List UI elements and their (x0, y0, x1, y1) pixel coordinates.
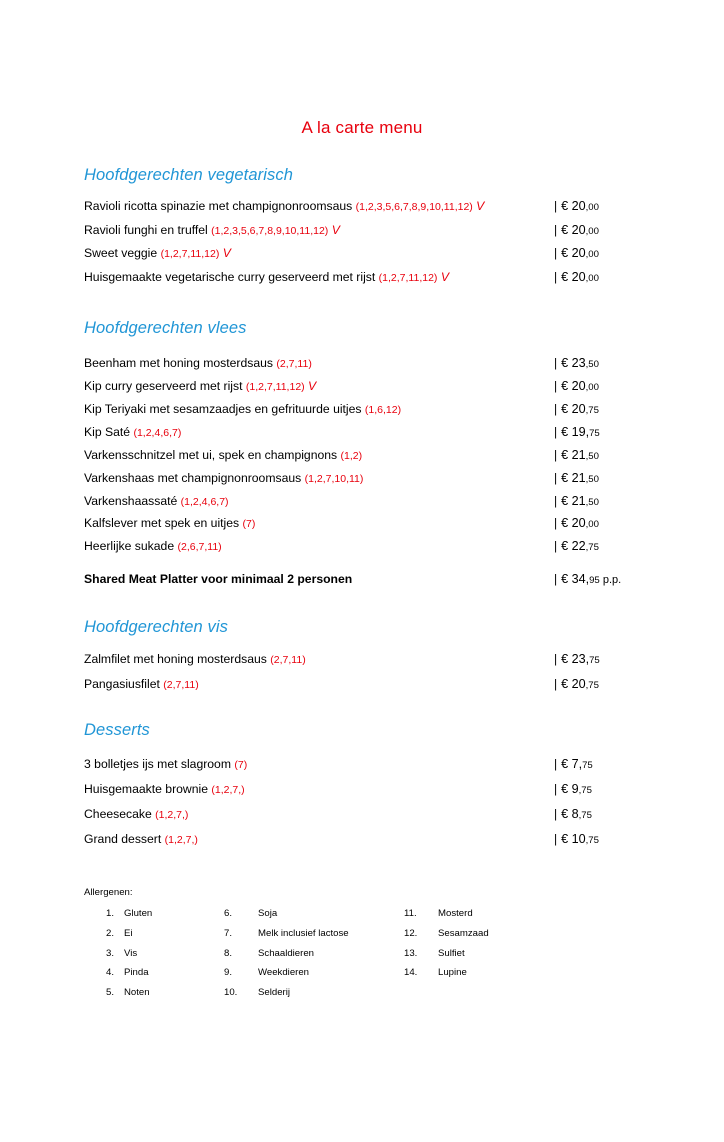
menu-item-name (84, 833, 554, 846)
price-divider: | (554, 652, 558, 667)
menu-item (84, 218, 640, 241)
price-divider: | (554, 470, 558, 485)
price-currency: € (561, 222, 569, 237)
dish-label: Varkenshaas met champignonroomsaus (84, 470, 302, 485)
price-amount: 9 (571, 781, 579, 796)
price-currency: € (561, 756, 569, 771)
allergens-title: Allergenen: (84, 887, 133, 899)
price-currency: € (561, 378, 569, 393)
item-list-vegetarisch (84, 195, 640, 289)
price-cents: ,50 (585, 473, 599, 485)
price-amount: 20 (571, 269, 586, 284)
price-currency: € (561, 470, 569, 485)
menu-item-price (554, 758, 593, 771)
price-divider: | (554, 781, 558, 796)
allergen-number: 11. (404, 908, 417, 920)
dish-label: Sweet veggie (84, 246, 158, 261)
menu-item-name (84, 495, 554, 508)
price-currency: € (561, 447, 569, 462)
menu-item-name (84, 403, 554, 416)
allergen-number: 6. (224, 908, 233, 920)
menu-item-price (554, 472, 599, 485)
allergen-entry (84, 904, 224, 924)
price-currency: € (561, 652, 569, 667)
menu-item-price (554, 653, 600, 666)
allergen-label: Selderij (258, 986, 290, 998)
section-title-vlees: Hoofdgerechten vlees (84, 318, 247, 337)
allergen-entry (404, 924, 564, 944)
price-amount: 21 (571, 447, 586, 462)
dish-label: Kip Saté (84, 424, 131, 439)
price-divider: | (554, 831, 558, 846)
menu-item (84, 535, 640, 558)
price-divider: | (554, 539, 558, 554)
allergen-codes: (1,2,7,11,12) (245, 380, 305, 393)
price-cents: ,00 (585, 272, 599, 284)
allergen-label: Gluten (124, 908, 153, 920)
dish-label: Shared Meat Platter voor minimaal 2 personen (84, 572, 353, 587)
price-cents: 75 (589, 655, 600, 667)
menu-item (84, 466, 640, 489)
menu-item-name (84, 200, 554, 213)
menu-item-price (554, 517, 599, 530)
menu-item-name (84, 449, 554, 462)
vegetarian-marker: V (440, 269, 449, 284)
allergen-label: Melk inclusief lactose (258, 928, 349, 940)
allergen-codes: (2,7,11) (163, 679, 199, 691)
menu-item-price (554, 540, 599, 553)
menu-item-name (84, 247, 554, 260)
menu-item (84, 777, 640, 802)
dish-label: 3 bolletjes ijs met slagroom (84, 756, 231, 771)
dish-label: Varkenshaassaté (84, 493, 178, 508)
price-currency: € (561, 424, 569, 439)
price-cents: ,75 (585, 834, 599, 846)
price-divider: | (554, 199, 558, 214)
allergen-codes: (1,2,4,6,7) (133, 426, 182, 439)
section-hoofdgerechten-vegetarisch (84, 166, 640, 289)
price-cents: ,00 (585, 249, 599, 261)
price-currency: € (561, 199, 569, 214)
allergen-entry (404, 963, 564, 983)
price-divider: | (554, 355, 558, 370)
allergen-label: Mosterd (438, 908, 473, 920)
allergen-number: 2. (105, 928, 114, 940)
price-currency: € (561, 355, 569, 370)
allergens-legend (84, 887, 640, 1002)
menu-item-price (554, 247, 599, 260)
price-currency: € (561, 269, 569, 284)
price-cents: 75 (582, 759, 593, 771)
price-cents: 95 (589, 575, 600, 587)
section-hoofdgerechten-vlees (84, 319, 640, 595)
price-divider: | (554, 493, 558, 508)
price-amount: 21 (571, 493, 586, 508)
price-divider: | (554, 677, 558, 691)
menu-item-price (554, 357, 599, 370)
vegetarian-marker: V (222, 246, 231, 261)
menu-item (84, 374, 640, 397)
menu-item-price (554, 426, 600, 439)
price-currency: € (561, 493, 569, 508)
allergen-codes: (7) (242, 518, 256, 531)
price-amount: 34, (571, 572, 590, 587)
menu-item-price (554, 783, 592, 796)
allergen-label: Sulfiet (438, 947, 465, 959)
dish-label: Huisgemaakte vegetarische curry geserveerd met rijst (84, 269, 376, 284)
allergen-codes: (1,2,7,11,12) (378, 271, 438, 284)
price-amount: 23 (571, 355, 586, 370)
menu-item-name (84, 357, 554, 370)
dish-label: Ravioli ricotta spinazie met champignonroomsaus (84, 199, 353, 214)
price-divider: | (554, 516, 558, 531)
allergen-entry (84, 983, 224, 1003)
allergen-codes: (2,6,7,11) (177, 541, 222, 554)
menu-item (84, 489, 640, 512)
price-cents: ,00 (585, 202, 599, 214)
allergen-codes: (1,2,7,10,11) (304, 472, 364, 485)
price-currency: € (561, 572, 569, 587)
menu-item (84, 647, 640, 672)
price-cents: ,50 (585, 450, 599, 462)
menu-item-name (84, 426, 554, 439)
menu-item-price (554, 678, 599, 691)
item-list-vlees (84, 352, 640, 595)
price-divider: | (554, 806, 558, 821)
menu-item-name (84, 808, 554, 821)
price-cents: ,75 (578, 809, 592, 821)
section-title-desserts: Desserts (84, 720, 150, 739)
item-list-vis (84, 647, 640, 696)
price-currency: € (561, 831, 569, 846)
allergen-number: 8. (224, 947, 233, 959)
allergen-codes: (1,2,7,) (164, 833, 198, 846)
dish-label: Zalmfilet met honing mosterdsaus (84, 652, 267, 667)
menu-item-price (554, 200, 599, 213)
allergens-column-1 (84, 904, 224, 1002)
vegetarian-marker: V (331, 222, 340, 237)
item-list-desserts (84, 752, 640, 852)
menu-item-name (84, 472, 554, 485)
dish-label: Kip curry geserveerd met rijst (84, 378, 243, 393)
price-cents: ,00 (585, 519, 599, 531)
price-currency: € (561, 677, 569, 691)
menu-item (84, 195, 640, 218)
menu-item (84, 752, 640, 777)
price-amount: 21 (571, 470, 586, 485)
vegetarian-marker: V (476, 199, 485, 214)
price-divider: | (554, 401, 558, 416)
price-amount: 20 (571, 222, 586, 237)
price-divider: | (554, 269, 558, 284)
section-title-vegetarisch: Hoofdgerechten vegetarisch (84, 166, 293, 184)
price-amount: 8 (571, 806, 579, 821)
price-amount: 19, (571, 424, 590, 439)
menu-item (84, 672, 640, 697)
allergen-entry (224, 944, 404, 964)
menu-item-name (84, 380, 554, 393)
allergen-number: 1. (105, 908, 114, 920)
vegetarian-marker: V (308, 378, 317, 393)
price-divider: | (554, 246, 558, 261)
dish-label: Grand dessert (84, 831, 162, 846)
allergen-codes: (1,6,12) (364, 403, 402, 416)
allergen-entry (404, 904, 564, 924)
allergen-codes: (1,2,3,5,6,7,8,9,10,11,12) (355, 201, 473, 214)
allergen-number: 4. (105, 967, 114, 979)
allergen-label: Pinda (124, 967, 149, 979)
menu-item-price (554, 271, 599, 284)
menu-item-price (554, 449, 599, 462)
price-amount: 20 (571, 246, 586, 261)
menu-item-price (554, 573, 621, 586)
allergen-label: Weekdieren (258, 967, 310, 979)
price-cents: ,50 (585, 358, 599, 370)
price-divider: | (554, 378, 558, 393)
allergen-label: Ei (124, 928, 133, 940)
price-cents: 75 (589, 427, 600, 439)
menu-item (84, 397, 640, 420)
allergen-label: Vis (124, 947, 138, 959)
menu-item-name (84, 758, 554, 771)
dish-label: Beenham met honing mosterdsaus (84, 355, 274, 370)
price-currency: € (561, 246, 569, 261)
allergen-entry (224, 983, 404, 1003)
allergen-codes: (1,2,7,11,12) (160, 248, 220, 261)
menu-item-shared-platter (84, 568, 640, 594)
dish-label: Kalfslever met spek en uitjes (84, 516, 240, 531)
allergen-number: 9. (224, 967, 233, 979)
price-divider: | (554, 222, 558, 237)
price-currency: € (561, 806, 569, 821)
price-cents: ,00 (585, 381, 599, 393)
price-cents: ,50 (585, 496, 599, 508)
menu-item-price (554, 495, 599, 508)
allergen-entry (224, 924, 404, 944)
allergens-grid (84, 904, 640, 1002)
price-divider: | (554, 756, 558, 771)
menu-item (84, 352, 640, 375)
allergen-codes: (1,2,7,) (211, 783, 245, 796)
allergen-number: 13. (404, 947, 418, 959)
page-title: A la carte menu (301, 118, 423, 137)
allergen-number: 5. (105, 986, 114, 998)
price-cents: ,75 (578, 784, 592, 796)
allergens-column-2 (224, 904, 404, 1002)
price-cents: ,75 (585, 680, 599, 691)
price-amount: 20 (571, 401, 586, 416)
price-divider: | (554, 572, 558, 587)
price-amount: 22 (571, 539, 586, 554)
menu-item-name (84, 540, 554, 553)
menu-item-name (84, 271, 554, 284)
allergen-codes: (1,2,7,) (155, 808, 189, 821)
price-amount: 7, (571, 756, 583, 771)
allergen-label: Noten (124, 986, 150, 998)
price-cents: ,75 (585, 542, 599, 554)
section-title-vis: Hoofdgerechten vis (84, 618, 228, 637)
dish-label: Kip Teriyaki met sesamzaadjes en gefrituurde uitjes (84, 401, 362, 416)
menu-item-price (554, 380, 599, 393)
price-currency: € (561, 539, 569, 554)
section-hoofdgerechten-vis (84, 618, 640, 696)
price-amount: 23, (571, 652, 590, 667)
allergen-codes: (1,2) (340, 449, 363, 462)
allergen-entry (224, 963, 404, 983)
allergen-entry (404, 944, 564, 964)
allergen-number: 14. (404, 967, 418, 979)
allergen-label: Lupine (438, 967, 467, 979)
menu-item (84, 512, 640, 535)
menu-item (84, 420, 640, 443)
dish-label: Heerlijke sukade (84, 539, 175, 554)
allergen-entry (84, 924, 224, 944)
price-amount: 20 (571, 378, 586, 393)
menu-item (84, 443, 640, 466)
menu-item-price (554, 403, 599, 416)
menu-item-name (84, 573, 554, 585)
price-currency: € (561, 781, 569, 796)
menu-item (84, 827, 640, 852)
dish-label: Cheesecake (84, 806, 152, 821)
menu-item (84, 802, 640, 827)
price-suffix: p.p. (599, 574, 622, 587)
menu-item-name (84, 224, 554, 237)
dish-label: Varkensschnitzel met ui, spek en champignons (84, 447, 338, 462)
allergen-label: Sesamzaad (438, 928, 489, 940)
allergen-entry (84, 963, 224, 983)
menu-item (84, 265, 640, 288)
allergen-number: 12. (404, 928, 418, 940)
allergens-column-3 (404, 904, 564, 1002)
price-amount: 10 (571, 831, 586, 846)
allergen-entry (224, 904, 404, 924)
price-amount: 20 (571, 677, 586, 691)
price-divider: | (554, 447, 558, 462)
menu-item-price (554, 833, 599, 846)
price-currency: € (561, 401, 569, 416)
allergen-codes: (2,7,11) (270, 654, 306, 667)
price-currency: € (561, 516, 569, 531)
menu-item-name (84, 678, 554, 691)
price-cents: ,75 (585, 404, 599, 416)
dish-label: Ravioli funghi en truffel (84, 222, 208, 237)
menu-item-name (84, 653, 554, 666)
menu-item-name (84, 517, 554, 530)
price-divider: | (554, 424, 558, 439)
allergen-codes: (1,2,4,6,7) (180, 495, 229, 508)
menu-item (84, 242, 640, 265)
allergen-codes: (1,2,3,5,6,7,8,9,10,11,12) (211, 224, 329, 237)
allergen-label: Soja (258, 908, 278, 920)
section-desserts (84, 721, 640, 852)
dish-label: Pangasiusfilet (84, 677, 160, 691)
allergen-codes: (7) (234, 758, 248, 771)
price-amount: 20 (571, 199, 586, 214)
price-amount: 20 (571, 516, 586, 531)
menu-page (0, 118, 724, 1142)
dish-label: Huisgemaakte brownie (84, 781, 208, 796)
menu-item-price (554, 224, 599, 237)
menu-item-name (84, 783, 554, 796)
price-cents: ,00 (585, 225, 599, 237)
allergen-number: 3. (105, 947, 114, 959)
allergen-entry (84, 944, 224, 964)
allergen-codes: (2,7,11) (276, 357, 312, 370)
allergen-number: 7. (224, 928, 233, 940)
allergen-label: Schaaldieren (258, 947, 315, 959)
menu-item-price (554, 808, 592, 821)
allergen-number: 10. (224, 986, 238, 998)
